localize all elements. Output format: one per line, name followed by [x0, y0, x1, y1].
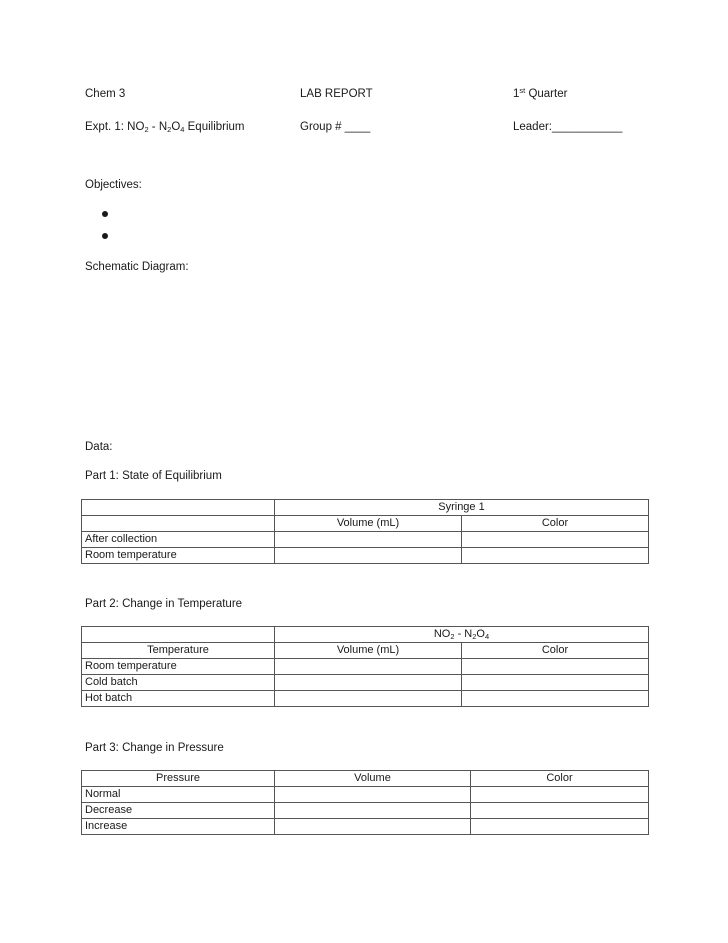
formula-subscript-2: 2 — [472, 632, 477, 641]
table-cell — [275, 659, 462, 675]
expt-subscript-2: 2 — [167, 125, 172, 134]
table-cell — [275, 548, 462, 564]
expt-subscript-3: 4 — [180, 125, 185, 134]
part3-title: Part 3: Change in Pressure — [85, 742, 224, 754]
row-label: Room temperature — [82, 548, 275, 564]
table-row — [82, 675, 649, 691]
row-label: Cold batch — [82, 675, 275, 691]
quarter-number: 1 — [513, 88, 520, 100]
table-cell — [82, 627, 275, 643]
table-row — [82, 691, 649, 707]
table-row — [82, 659, 649, 675]
table-cell — [275, 675, 462, 691]
table-cell — [471, 787, 649, 803]
formula-oxygen: O — [476, 628, 485, 640]
formula-subscript-3: 4 — [484, 632, 490, 641]
quarter-superscript: st — [519, 86, 526, 95]
table-row — [82, 803, 649, 819]
table-cell — [462, 532, 649, 548]
table-row — [82, 627, 649, 643]
color-column-header: Color — [462, 516, 649, 532]
table-cell — [471, 819, 649, 835]
expt-prefix: Expt. 1: NO — [85, 121, 145, 133]
formula-mid: - N — [454, 628, 473, 640]
volume-column-header: Volume — [275, 771, 471, 787]
table-row — [82, 771, 649, 787]
schematic-label: Schematic Diagram: — [85, 261, 189, 273]
quarter-label — [513, 88, 567, 100]
table-cell — [275, 787, 471, 803]
table-cell — [462, 675, 649, 691]
row-label: Normal — [82, 787, 275, 803]
table-row — [82, 516, 649, 532]
expt-suffix: Equilibrium — [184, 121, 245, 133]
row-label: Room temperature — [82, 659, 275, 675]
row-label: After collection — [82, 532, 275, 548]
table-cell — [471, 803, 649, 819]
quarter-text: Quarter — [525, 88, 568, 100]
part2-table — [81, 626, 649, 707]
part2-title: Part 2: Change in Temperature — [85, 598, 243, 610]
table-row — [82, 500, 649, 516]
expt-oxygen: O — [171, 121, 181, 133]
color-column-header: Color — [462, 643, 649, 659]
row-label: Hot batch — [82, 691, 275, 707]
table-cell — [462, 659, 649, 675]
expt-subscript-1: 2 — [144, 125, 149, 134]
table-cell — [462, 691, 649, 707]
formula-header — [275, 627, 649, 643]
row-label: Decrease — [82, 803, 275, 819]
formula-subscript-1: 2 — [450, 632, 455, 641]
table-cell — [275, 691, 462, 707]
course-name: Chem 3 — [85, 88, 126, 100]
table-cell — [275, 532, 462, 548]
table-cell — [82, 516, 275, 532]
table-cell — [82, 500, 275, 516]
row-label: Increase — [82, 819, 275, 835]
volume-column-header: Volume (mL) — [275, 516, 462, 532]
syringe-header: Syringe 1 — [275, 500, 649, 516]
experiment-title — [85, 121, 245, 133]
formula-no: NO — [433, 628, 451, 640]
table-row — [82, 643, 649, 659]
table-row — [82, 548, 649, 564]
table-cell — [275, 819, 471, 835]
table-row — [82, 532, 649, 548]
pressure-column-header: Pressure — [82, 771, 275, 787]
report-title: LAB REPORT — [300, 88, 373, 100]
part1-table — [81, 499, 649, 564]
volume-column-header: Volume (mL) — [275, 643, 462, 659]
table-cell — [462, 548, 649, 564]
part3-table — [81, 770, 649, 835]
color-column-header: Color — [471, 771, 649, 787]
data-label: Data: — [85, 441, 113, 453]
part1-title: Part 1: State of Equilibrium — [85, 470, 222, 482]
table-row — [82, 819, 649, 835]
table-cell — [275, 803, 471, 819]
objectives-label: Objectives: — [85, 179, 142, 191]
table-row — [82, 787, 649, 803]
expt-mid: - N — [148, 121, 168, 133]
group-field: Group # ____ — [300, 121, 371, 133]
temperature-column-header: Temperature — [82, 643, 275, 659]
leader-field: Leader:___________ — [513, 121, 623, 133]
